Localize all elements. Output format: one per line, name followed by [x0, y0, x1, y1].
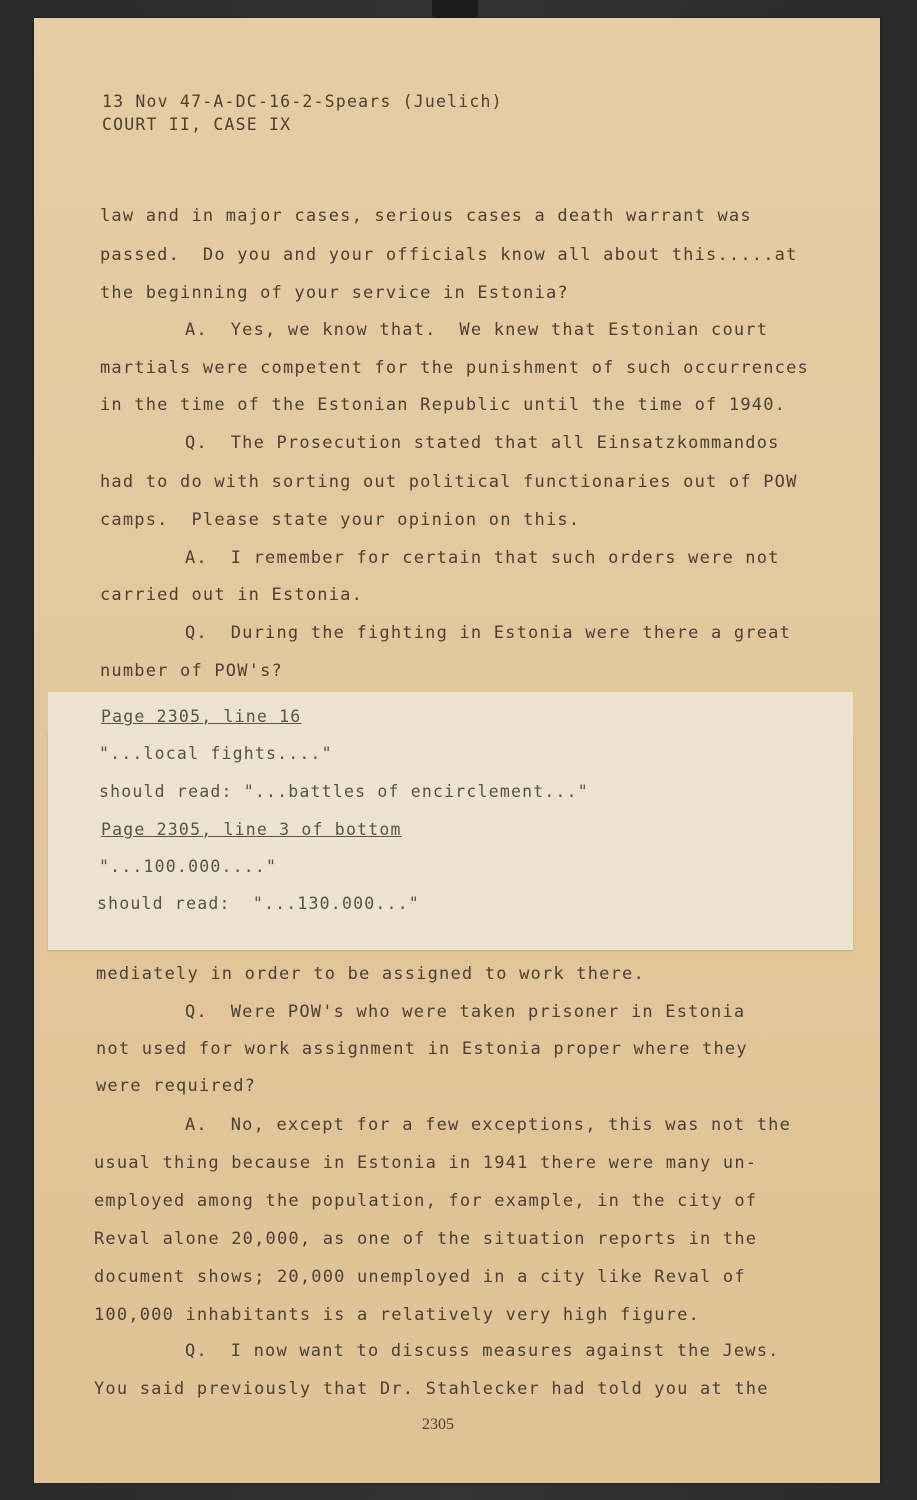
- body-line: camps. Please state your opinion on this.: [100, 510, 581, 530]
- body-line: A. I remember for certain that such orders were not: [185, 548, 780, 568]
- body-line: passed. Do you and your officials know all about this.....at: [100, 245, 798, 265]
- body-line: not used for work assignment in Estonia proper where they: [96, 1039, 748, 1059]
- body-line: Q. During the fighting in Estonia were there a great: [185, 623, 792, 643]
- body-line: martials were competent for the punishment of such occurrences: [100, 358, 809, 378]
- body-line: You said previously that Dr. Stahlecker had told you at the: [94, 1379, 769, 1399]
- body-line: carried out in Estonia.: [100, 585, 364, 605]
- body-line: Q. I now want to discuss measures against the Jews.: [185, 1341, 780, 1361]
- binding-clip: [432, 0, 478, 18]
- body-line: A. Yes, we know that. We knew that Estonian court: [185, 320, 769, 340]
- body-line: had to do with sorting out political functionaries out of POW: [100, 472, 798, 492]
- errata-ref-1: Page 2305, line 16: [101, 707, 302, 726]
- errata-ref-2: Page 2305, line 3 of bottom: [101, 820, 402, 839]
- body-line: law and in major cases, serious cases a death warrant was: [100, 206, 752, 226]
- errata-correction-2: should read: "...130.000...": [97, 894, 420, 913]
- body-line: Reval alone 20,000, as one of the situation reports in the: [94, 1229, 758, 1249]
- document-header-line-2: COURT II, CASE IX: [102, 115, 292, 134]
- errata-original-2: "...100.000....": [99, 857, 278, 876]
- body-line: the beginning of your service in Estonia?: [100, 283, 569, 303]
- body-line: mediately in order to be assigned to work there.: [96, 964, 645, 984]
- body-line: A. No, except for a few exceptions, this was not the: [185, 1115, 792, 1135]
- document-header-line-1: 13 Nov 47-A-DC-16-2-Spears (Juelich): [102, 92, 503, 111]
- body-line: document shows; 20,000 unemployed in a city like Reval of: [94, 1267, 746, 1287]
- page-number: 2305: [422, 1416, 454, 1433]
- body-line: 100,000 inhabitants is a relatively very high figure.: [94, 1305, 701, 1325]
- body-line: employed among the population, for example, in the city of: [94, 1191, 758, 1211]
- errata-original-1: "...local fights....": [99, 744, 333, 763]
- body-line: Q. The Prosecution stated that all Einsatzkommandos: [185, 433, 780, 453]
- errata-correction-1: should read: "...battles of encirclement...": [99, 782, 589, 801]
- body-line: were required?: [96, 1076, 257, 1096]
- errata-slip: [48, 732, 853, 950]
- body-line: Q. Were POW's who were taken prisoner in Estonia: [185, 1002, 746, 1022]
- body-line: number of POW's?: [100, 661, 283, 681]
- body-line: usual thing because in Estonia in 1941 there were many un-: [94, 1153, 758, 1173]
- body-line: in the time of the Estonian Republic until the time of 1940.: [100, 395, 787, 415]
